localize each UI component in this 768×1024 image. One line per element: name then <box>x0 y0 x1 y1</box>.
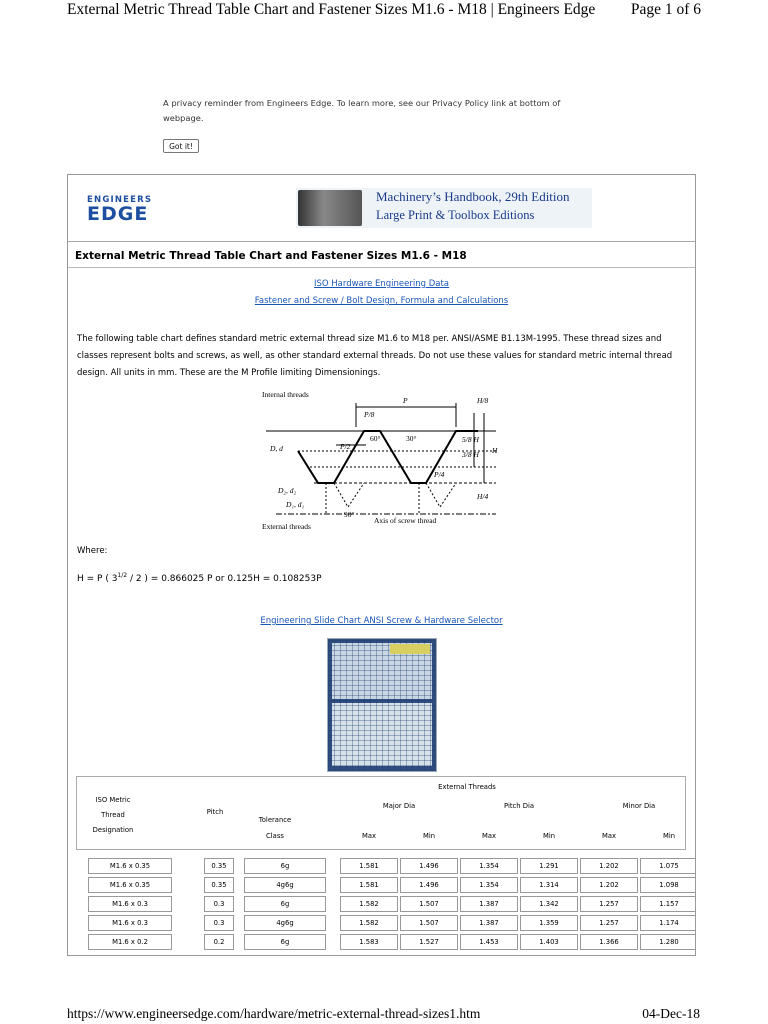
table-cell: 1.496 <box>400 877 458 893</box>
title-divider <box>68 267 695 268</box>
table-cell: 0.35 <box>204 858 234 874</box>
table-cell: 1.354 <box>460 877 518 893</box>
table-cell: 0.2 <box>204 934 234 950</box>
table-cell: 1.453 <box>460 934 518 950</box>
dd-label: D, d <box>270 444 283 453</box>
designation-header-line-2: Thread <box>101 811 125 819</box>
p-label: P <box>403 396 408 405</box>
tolerance-header <box>245 812 305 844</box>
table-cell: 0.35 <box>204 877 234 893</box>
table-cell: M1.6 x 0.2 <box>88 934 172 950</box>
table-cell: 1.202 <box>580 877 638 893</box>
logo-top-text: ENGINEERS <box>87 195 153 205</box>
table-cell: 1.583 <box>340 934 398 950</box>
designation-header-line-1: ISO Metric <box>95 796 131 804</box>
table-row <box>76 877 688 894</box>
h38-label: 3/8 H <box>462 450 479 459</box>
table-row <box>76 934 688 951</box>
table-cell: 1.527 <box>400 934 458 950</box>
formula-part-b: / 2 ) = 0.866025 P or 0.125H = 0.108253P <box>127 574 322 584</box>
table-cell: 1.098 <box>640 877 696 893</box>
table-cell: M1.6 x 0.35 <box>88 877 172 893</box>
h-formula <box>77 572 322 584</box>
formula-part-a: H = P ( 3 <box>77 574 118 584</box>
slide-chart-grid <box>328 639 436 771</box>
major-max-header: Max <box>361 832 377 840</box>
table-cell: 6g <box>244 934 326 950</box>
page-frame <box>67 174 696 956</box>
table-cell: 1.075 <box>640 858 696 874</box>
table-row <box>76 858 688 875</box>
table-cell: 1.507 <box>400 896 458 912</box>
axis-label: Axis of screw thread <box>374 516 437 525</box>
table-cell: 6g <box>244 896 326 912</box>
table-cell: 0.3 <box>204 915 234 931</box>
table-cell: 0.3 <box>204 896 234 912</box>
got-it-button[interactable]: Got it! <box>163 139 199 153</box>
major-dia-header: Major Dia <box>382 802 416 810</box>
print-header-title: External Metric Thread Table Chart and Fastener Sizes M1.6 - M18 | Engineers Edge <box>67 1 596 18</box>
table-cell: 1.387 <box>460 896 518 912</box>
ad-line-2: Large Print & Toolbox Editions <box>376 208 535 222</box>
slide-chart-image[interactable] <box>327 638 437 772</box>
iso-hardware-link[interactable]: ISO Hardware Engineering Data <box>313 279 450 289</box>
table-cell: M1.6 x 0.3 <box>88 915 172 931</box>
article-title: External Metric Thread Table Chart and Fastener Sizes M1.6 - M18 <box>75 250 467 262</box>
fastener-design-link[interactable]: Fastener and Screw / Bolt Design, Formula and Calculations <box>254 296 509 306</box>
handbook-image <box>298 190 362 226</box>
site-banner <box>68 175 695 242</box>
table-cell: 1.582 <box>340 896 398 912</box>
minor-max-header: Max <box>601 832 617 840</box>
formula-exponent: 1/2 <box>117 572 128 579</box>
slide-chart-ruler <box>390 644 430 654</box>
p8-label: P/8 <box>364 410 375 419</box>
angle-30-label: 30° <box>406 434 417 443</box>
table-cell: 1.581 <box>340 877 398 893</box>
d1-label: D₁, d₁ <box>286 500 305 509</box>
d2-label: D₂, d₂ <box>278 486 297 495</box>
logo-bottom-text: EDGE <box>87 203 149 225</box>
thread-profile-diagram <box>256 387 510 531</box>
p4-label: P/4 <box>434 470 445 479</box>
table-cell: 6g <box>244 858 326 874</box>
table-cell: 4g6g <box>244 915 326 931</box>
major-min-header: Min <box>422 832 436 840</box>
table-row <box>76 915 688 932</box>
h8-label: H/8 <box>477 396 489 405</box>
table-cell: 1.359 <box>520 915 578 931</box>
table-cell: 1.291 <box>520 858 578 874</box>
tolerance-header-line-1: Tolerance <box>258 816 292 824</box>
designation-header <box>77 793 149 838</box>
pitch-header: Pitch <box>206 808 224 816</box>
table-cell: 1.581 <box>340 858 398 874</box>
privacy-notice: A privacy reminder from Engineers Edge. To learn more, see our Privacy Policy link at bottom of webpage. <box>163 98 561 123</box>
table-cell: 1.202 <box>580 858 638 874</box>
pitch-min-header: Min <box>542 832 556 840</box>
table-cell: 1.387 <box>460 915 518 931</box>
ad-line-1: Machinery’s Handbook, 29th Edition <box>376 189 570 204</box>
minor-dia-header: Minor Dia <box>622 802 656 810</box>
external-threads-header: External Threads <box>438 783 496 791</box>
pitch-dia-header: Pitch Dia <box>504 802 534 810</box>
table-cell: 1.280 <box>640 934 696 950</box>
print-footer-date: 04-Dec-18 <box>642 1006 700 1021</box>
table-cell: 1.496 <box>400 858 458 874</box>
table-cell: 1.403 <box>520 934 578 950</box>
p2-label: P/2 <box>340 442 351 451</box>
designation-header-line-3: Designation <box>92 826 134 834</box>
table-row <box>76 896 688 913</box>
table-cell: 1.314 <box>520 877 578 893</box>
internal-threads-label: Internal threads <box>262 390 309 399</box>
table-cell: 1.366 <box>580 934 638 950</box>
angle-90-label: 90° <box>344 510 355 519</box>
h58-label: 5/8 H <box>462 435 479 444</box>
intro-paragraph: The following table chart defines standard metric external thread size M1.6 to M18 per. ANSI/ASME B1.13M-1995. These thread sizes and classes represent bolts and screws, as well, as other standard external threads. Do not use these values for standard metric internal thread design. All units in mm. These are the M Profile limiting Dimensionings. <box>77 334 673 378</box>
table-cell: 1.157 <box>640 896 696 912</box>
table-cell: 1.507 <box>400 915 458 931</box>
slide-chart-link[interactable]: Engineering Slide Chart ANSI Screw & Hardware Selector <box>260 616 503 626</box>
table-cell: 1.354 <box>460 858 518 874</box>
table-cell: 1.174 <box>640 915 696 931</box>
table-cell: M1.6 x 0.3 <box>88 896 172 912</box>
table-cell: M1.6 x 0.35 <box>88 858 172 874</box>
table-cell: 1.257 <box>580 896 638 912</box>
h4-label: H/4 <box>477 492 489 501</box>
minor-min-header: Min <box>662 832 676 840</box>
print-footer-url: https://www.engineersedge.com/hardware/metric-external-thread-sizes1.htm <box>67 1006 481 1021</box>
table-cell: 1.342 <box>520 896 578 912</box>
where-label: Where: <box>77 546 108 556</box>
angle-60-label: 60° <box>370 434 381 443</box>
print-page-number: Page 1 of 6 <box>630 1 701 18</box>
pitch-max-header: Max <box>481 832 497 840</box>
h-label: H <box>492 446 498 455</box>
engineers-edge-logo[interactable] <box>87 195 152 223</box>
external-threads-label: External threads <box>262 522 311 531</box>
table-cell: 1.257 <box>580 915 638 931</box>
machinerys-handbook-ad[interactable] <box>296 188 592 228</box>
table-cell: 1.582 <box>340 915 398 931</box>
table-cell: 4g6g <box>244 877 326 893</box>
tolerance-header-line-2: Class <box>266 832 284 840</box>
table-header <box>76 776 686 850</box>
